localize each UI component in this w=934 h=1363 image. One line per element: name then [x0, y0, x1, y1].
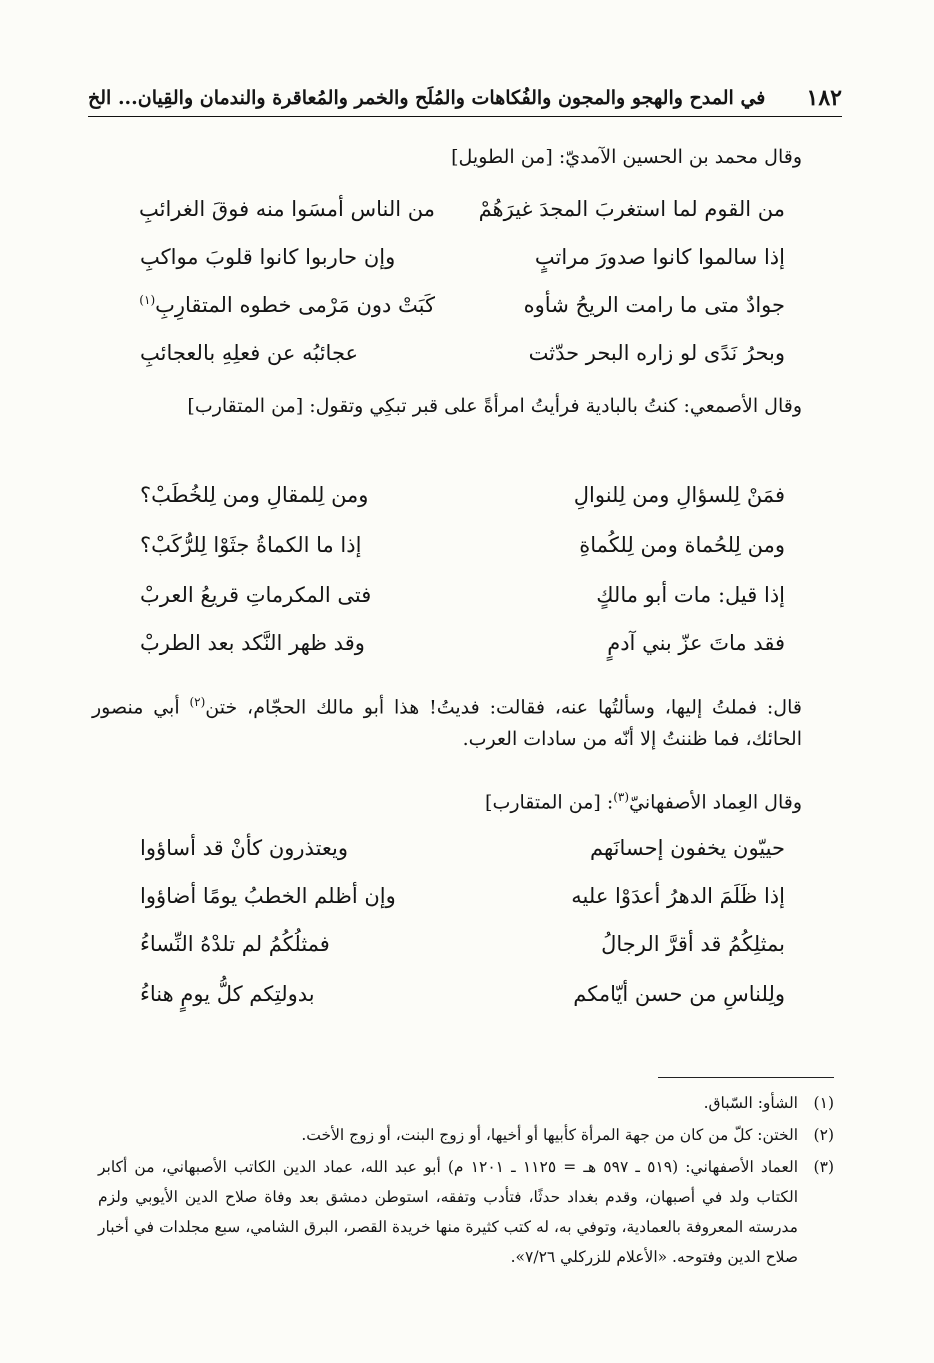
- hemistich-right: إذا قيل: مات أبو مالكٍ: [596, 583, 785, 607]
- intro-imad: [485, 782, 802, 817]
- hemistich-left: ومن لِلمقالِ ومن لِلخُطَبْ؟: [140, 483, 369, 507]
- hemistich-left: وإن حاربوا كانوا قلوبَ مواكبِ: [140, 245, 396, 269]
- hemistich-right: وبحرُ نَدًى لو زاره البحر حدّثت: [528, 341, 785, 365]
- verse-1-3: [140, 285, 785, 325]
- hemistich-left: ويعتذرون كأنْ قد أساؤوا: [140, 836, 349, 860]
- hemistich-right: إذا سالموا كانوا صدورَ مراتبٍ: [534, 245, 785, 269]
- footnote-2: [98, 1120, 834, 1150]
- footnote-1: [98, 1088, 834, 1118]
- verse-2-4: [140, 623, 785, 663]
- footnote-number: (٢): [813, 1126, 834, 1144]
- page-header: [88, 80, 842, 117]
- hemistich-left: وإن أظلم الخطبُ يومًا أضاؤوا: [140, 884, 396, 908]
- page-number: ١٨٢: [806, 85, 842, 111]
- hemistich-left: عجائبُه عن فعلِهِ بالعجائبِ: [140, 341, 359, 365]
- footnote-ref-3: (٣): [613, 790, 630, 804]
- hemistich-right: فمَنْ لِلسؤالِ ومن لِلنوالِ: [573, 483, 785, 507]
- verse-4-1: [140, 828, 785, 868]
- hemistich-right: إذا ظَلَمَ الدهرُ أعدَوْا عليه: [571, 884, 785, 908]
- verse-2-1: [140, 475, 785, 515]
- hemistich-right: ومن لِلحُماة ومن لِلكُماةِ: [579, 533, 785, 557]
- verse-1-4: [140, 333, 785, 373]
- footnote-number: (١): [813, 1094, 834, 1112]
- hemistich-left: بدولتِكم كلُّ يومٍ هناءُ: [140, 982, 315, 1006]
- verse-2-3: [140, 575, 785, 615]
- footnote-text: العماد الأصفهاني: (٥١٩ ـ ٥٩٧ هـ = ١١٢٥ ـ ١٢٠١ م) أبو عبد الله، عماد الدين الكاتب الأصبهاني، من أكابر الكتاب ولد في أصبهان، وقدم بغداد حدثًا، فتأدب وتفقه، استوطن دمشق بعد وفاة صلاح الدين الأيوبي ولزم مدرسته المعروفة بالعمادية، وتوفي به، له كتب كثيرة منها خريدة القصر، البرق الشامي، سبع مجلدات في أخبار صلاح الدين وفتوحه. «الأعلام للزركلي ٧/٢٦».: [98, 1158, 799, 1266]
- narrative-text-a: قال: فملتُ إليها، وسألتُها عنه، فقالت: فديتُ! هذا أبو مالك الحجّام، ختن: [205, 696, 802, 719]
- verse-4-4: [140, 974, 785, 1014]
- hemistich-left: وقد ظهر النَّكد بعد الطربْ: [140, 631, 365, 655]
- hemistich-left-text: كَبَتْ دون مَرْمى خطوه المتقارِبِ: [155, 293, 435, 317]
- hemistich-left: إذا ما الكماةُ جثَوْا لِلرُّكَبْ؟: [140, 533, 362, 557]
- narrative-text-b: أبي منصور الحائك، فما ظننتُ إلا أنّه من سادات العرب.: [92, 696, 802, 751]
- verse-2-2: [140, 525, 785, 565]
- hemistich-right: بمثلِكُمُ قد أقرَّ الرجالُ: [601, 932, 785, 956]
- running-title: في المدح والهجو والمجون والفُكاهات والمُلَح والخمر والمُعاقرة والندمان والقِيان... الخ: [88, 87, 766, 109]
- hemistich-left: فتى المكرماتِ قريعُ العربْ: [140, 583, 372, 607]
- footnote-ref-1: (١): [139, 293, 156, 307]
- footnote-ref-2: (٢): [189, 695, 206, 709]
- hemistich-left: من الناس أمسَوا منه فوقَ الغرائبِ: [139, 197, 435, 221]
- hemistich-right: حييّون يخفون إحسانَهم: [589, 836, 785, 860]
- hemistich-left: فمثلُكُمُ لم تلدْهُ النِّساءُ: [140, 932, 330, 956]
- footnote-divider: [658, 1077, 834, 1078]
- footnote-3: [98, 1152, 834, 1272]
- hemistich-right: جوادٌ متى ما رامت الريحُ شأوه: [523, 293, 785, 317]
- intro-amidi: وقال محمد بن الحسين الآمديّ: [من الطويل]: [451, 146, 802, 168]
- hemistich-right: فقد ماتَ عزّ بني آدمٍ: [607, 631, 785, 655]
- footnote-text: الشأو: السّباق.: [703, 1094, 798, 1112]
- hemistich-left: [140, 293, 435, 317]
- verse-1-1: [140, 189, 785, 229]
- footnote-text: الختن: كلّ من كان من جهة المرأة كأبيها أو أخيها، أو زوج البنت، أو زوج الأخت.: [301, 1126, 798, 1144]
- verse-1-2: [140, 237, 785, 277]
- footnote-number: (٣): [813, 1158, 834, 1176]
- hemistich-right: من القوم لما استغربَ المجدَ غيرَهُمْ: [478, 197, 785, 221]
- narrative-paragraph: [92, 686, 802, 755]
- verse-4-3: [140, 924, 785, 964]
- intro-imad-text-a: وقال العِماد الأصفهانيّ: [629, 791, 802, 814]
- hemistich-right: ولِلناسِ من حسن أيّامكم: [573, 982, 785, 1006]
- intro-asmai: وقال الأصمعي: كنتُ بالبادية فرأيتُ امرأةً على قبر تبكِي وتقول: [من المتقارب]: [187, 395, 802, 417]
- intro-imad-text-b: : [من المتقارب]: [485, 791, 614, 814]
- verse-4-2: [140, 876, 785, 916]
